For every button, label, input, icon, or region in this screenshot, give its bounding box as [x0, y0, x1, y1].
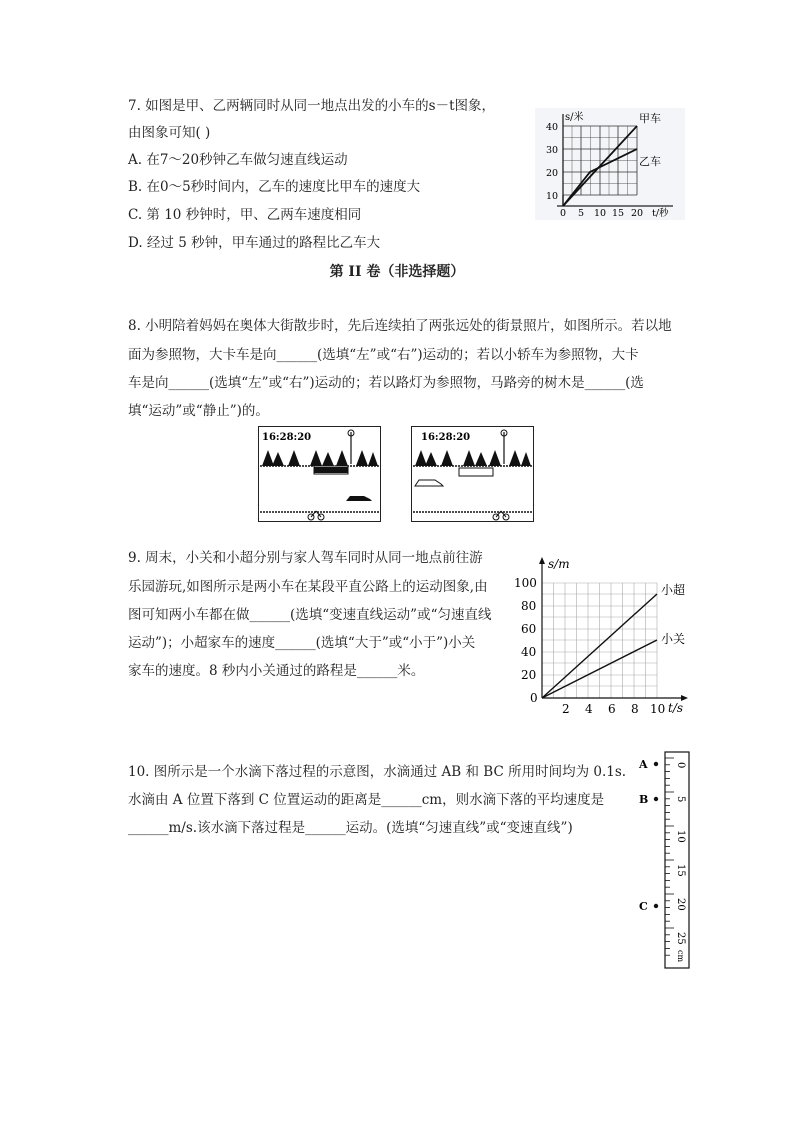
section-title: 第 II 卷（非选择题） — [329, 264, 465, 280]
q10-line3: ______m/s.该水滴下落过程是______运动。(选填“匀速直线”或“变速直线”) — [128, 820, 573, 836]
q7-x-label: t/秒 — [652, 208, 669, 219]
q7-stem-line2: 由图象可知( ) — [128, 125, 211, 141]
q7-xtick: 0 — [560, 208, 567, 219]
q8-line2: 面为参照物，大卡车是向______(选填“左”或“右”)运动的；若以小轿车为参照物，大卡 — [128, 347, 639, 363]
q9-xtick: 8 — [631, 702, 639, 713]
ruler-tick-label: 15 — [675, 864, 686, 877]
q7-option-c: C. 第 10 秒钟时，甲、乙两车速度相同 — [128, 207, 362, 223]
q9-xtick: 10 — [650, 702, 666, 713]
q8-photo1-timestamp: 16:28:20 — [262, 432, 312, 443]
q9-ytick: 0 — [530, 691, 538, 705]
ruler-tick-label: 25 — [675, 932, 686, 945]
q7-ytick: 20 — [546, 168, 559, 179]
q7-xtick: 10 — [594, 208, 607, 219]
q7-option-a: A. 在7～20秒钟乙车做匀速直线运动 — [128, 152, 348, 168]
q9-series2-label: 小关 — [661, 632, 686, 646]
q9-ytick: 100 — [514, 576, 537, 590]
q7-option-d: D. 经过 5 秒钟，甲车通过的路程比乙车大 — [128, 235, 381, 251]
q9-xtick: 4 — [585, 702, 593, 713]
q9-series1-label: 小超 — [661, 583, 686, 597]
q7-series1-label: 甲车 — [639, 112, 661, 125]
ruler-unit-label: cm — [676, 950, 685, 963]
q9-ytick: 80 — [521, 599, 537, 613]
q8-photo-1 — [258, 426, 381, 522]
q7-ytick: 30 — [546, 145, 559, 156]
drop-a-dot — [654, 762, 658, 766]
q9-ytick: 20 — [521, 668, 537, 682]
q8-line3: 车是向______(选填“左”或“右”)运动的；若以路灯为参照物，马路旁的树木是______(选 — [128, 375, 644, 391]
q10-line1: 10. 图所示是一个水滴下落过程的示意图，水滴通过 AB 和 BC 所用时间均为 0.1s. — [128, 764, 627, 780]
q9-grid — [542, 583, 657, 698]
drop-b-dot — [654, 797, 658, 801]
q8-photo-2 — [411, 426, 534, 522]
ruler-tick-label: 20 — [675, 898, 686, 911]
q9-st-graph — [508, 553, 694, 713]
ruler-tick-label: 5 — [675, 796, 686, 803]
q9-xtick: 2 — [562, 702, 570, 713]
drop-c-dot — [654, 904, 658, 908]
q10-ruler-figure — [634, 748, 694, 972]
q7-y-label: s/米 — [565, 112, 584, 123]
q9-line5: 家车的速度。8 秒内小关通过的路程是______米。 — [128, 663, 425, 679]
q7-stem-line1: 7. 如图是甲、乙两辆同时从同一地点出发的小车的s－t图象， — [128, 98, 496, 114]
q8-line4: 填“运动”或“静止”)的。 — [128, 403, 269, 419]
truck-icon — [314, 466, 348, 474]
q9-ytick: 40 — [521, 645, 537, 659]
q10-line2: 水滴由 A 位置下落到 C 位置运动的距离是______cm，则水滴下落的平均速度是 — [128, 792, 605, 808]
position-a-label: A — [639, 758, 648, 771]
q9-line3: 图可知两小车都在做______(选填“变速直线运动”或“匀速直线 — [128, 607, 492, 623]
q7-option-b: B. 在0～5秒时间内，乙车的速度比甲车的速度大 — [128, 179, 421, 195]
q8-photo2-timestamp: 16:28:20 — [421, 432, 471, 443]
q9-line1: 9. 周末，小关和小超分别与家人驾车同时从同一地点前往游 — [128, 550, 483, 566]
q9-y-label: s/m — [548, 557, 570, 571]
q7-st-graph — [535, 108, 685, 220]
q8-line1: 8. 小明陪着妈妈在奥体大街散步时，先后连续拍了两张远处的街景照片，如图所示。若以地 — [128, 318, 672, 334]
q9-ytick: 60 — [521, 622, 537, 636]
q7-ytick: 10 — [546, 191, 559, 202]
q7-series2-label: 乙车 — [639, 155, 661, 168]
q7-xtick: 5 — [578, 208, 585, 219]
ruler-tick-label: 0 — [675, 762, 686, 769]
q9-line4: 运动”)；小超家车的速度______(选填“大于”或“小于”)小关 — [128, 635, 476, 651]
position-b-label: B — [639, 793, 649, 806]
q7-xtick: 15 — [612, 208, 625, 219]
q9-line2: 乐园游玩,如图所示是两小车在某段平直公路上的运动图象,由 — [128, 579, 488, 595]
q9-xtick: 6 — [608, 702, 616, 713]
q9-x-label: t/s — [668, 701, 684, 713]
q7-ytick: 40 — [546, 122, 559, 133]
ruler-tick-label: 10 — [675, 830, 686, 843]
position-c-label: C — [639, 900, 648, 913]
q7-xtick: 20 — [631, 208, 644, 219]
truck-icon — [459, 468, 493, 476]
